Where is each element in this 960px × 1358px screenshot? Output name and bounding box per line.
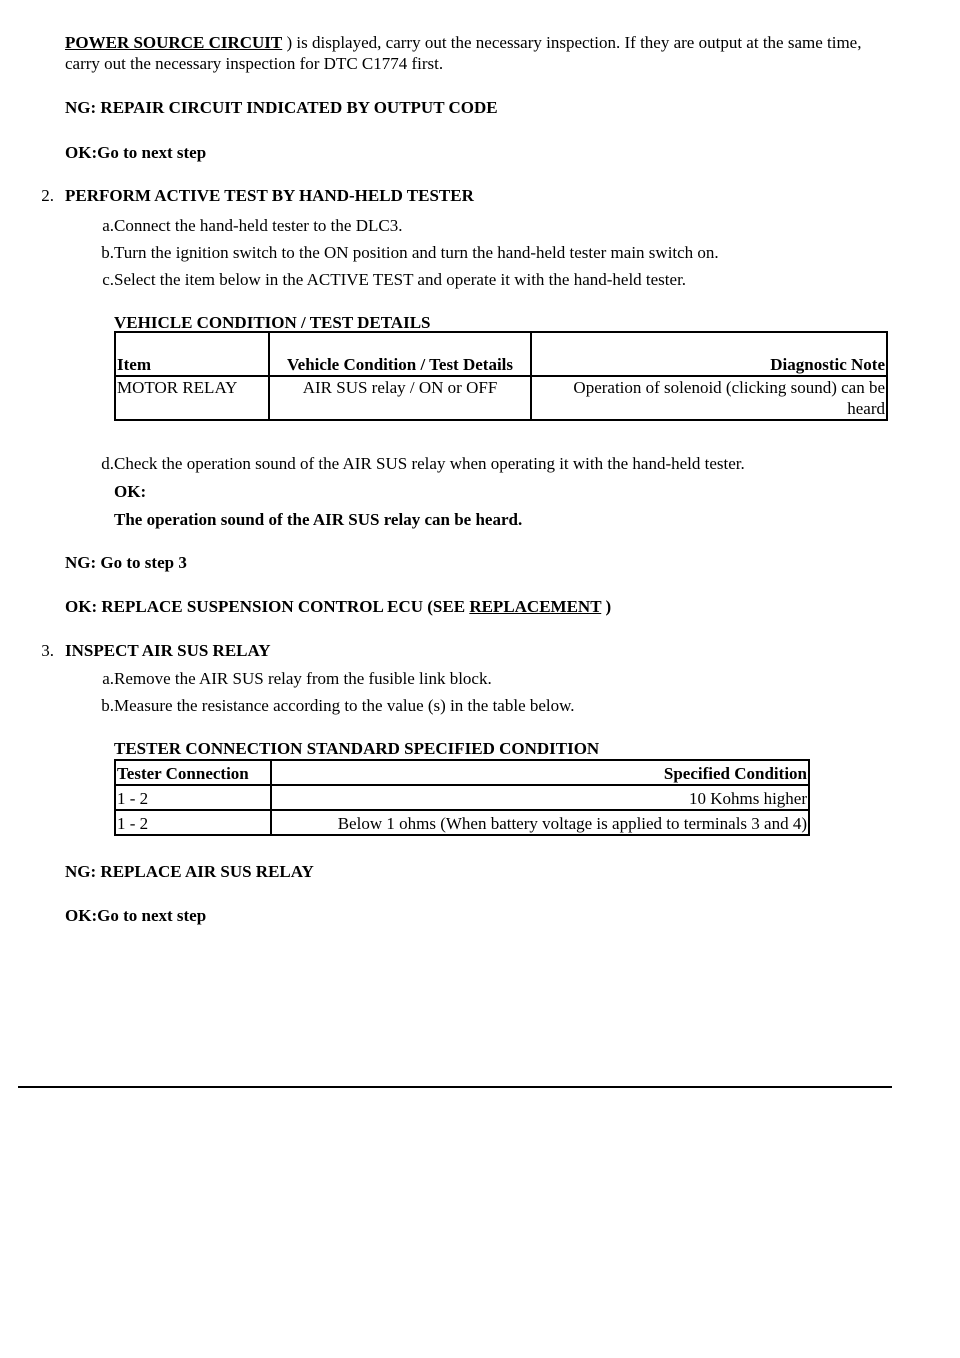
tester-connection-table-caption: TESTER CONNECTION STANDARD SPECIFIED CONDITION xyxy=(114,739,600,758)
intro-text: ) is displayed, carry out the necessary inspection. If they are output at the same time, carry out the necessary inspection for DTC C1774 first. xyxy=(65,33,862,73)
table-header-row xyxy=(115,760,809,785)
replacement-link[interactable]: REPLACEMENT xyxy=(469,597,602,616)
table-header-diagnostic-note: Diagnostic Note xyxy=(531,332,887,376)
step-2-ok-label: OK: xyxy=(114,482,147,501)
vehicle-condition-table xyxy=(114,331,888,421)
step-3-item-a-letter: a. xyxy=(102,669,114,688)
step-2-title: PERFORM ACTIVE TEST BY HAND-HELD TESTER xyxy=(65,186,474,205)
step-2-item-c-letter: c. xyxy=(102,270,114,289)
step-3-title: INSPECT AIR SUS RELAY xyxy=(65,641,271,660)
step-2-item-a-letter: a. xyxy=(102,216,114,235)
intro-paragraph xyxy=(65,32,895,74)
ok-next-step-3: OK:Go to next step xyxy=(65,906,207,925)
step-3-item-a: Remove the AIR SUS relay from the fusible link block. xyxy=(114,669,492,688)
table-header-tester-connection: Tester Connection xyxy=(115,760,271,785)
step-2-number: 2. xyxy=(41,186,54,205)
step-3-item-b: Measure the resistance according to the value (s) in the table below. xyxy=(114,696,575,715)
table-cell-connection: 1 - 2 xyxy=(115,810,271,835)
ng-go-to-step-3: NG: Go to step 3 xyxy=(65,553,187,572)
table-cell-connection: 1 - 2 xyxy=(115,785,271,810)
table-header-item: Item xyxy=(115,332,269,376)
step-3-number: 3. xyxy=(41,641,54,660)
step-2-ok-text: The operation sound of the AIR SUS relay can be heard. xyxy=(114,510,523,529)
ng-repair-circuit: NG: REPAIR CIRCUIT INDICATED BY OUTPUT CODE xyxy=(65,98,498,117)
table-row xyxy=(115,810,809,835)
vehicle-condition-table-caption: VEHICLE CONDITION / TEST DETAILS xyxy=(114,313,431,332)
step-3-item-b-letter: b. xyxy=(101,696,114,715)
table-cell-condition: 10 Kohms higher xyxy=(271,785,809,810)
step-2-item-b: Turn the ignition switch to the ON position and turn the hand-held tester main switch on. xyxy=(114,243,719,262)
table-header-specified-condition: Specified Condition xyxy=(271,760,809,785)
ok-replace-ecu-suffix: ) xyxy=(601,597,612,616)
ng-replace-relay: NG: REPLACE AIR SUS RELAY xyxy=(65,862,314,881)
table-header-row xyxy=(115,332,887,376)
step-2-item-a: Connect the hand-held tester to the DLC3. xyxy=(114,216,403,235)
ok-replace-ecu-prefix: OK: REPLACE SUSPENSION CONTROL ECU (SEE xyxy=(65,597,470,616)
table-cell-condition: Below 1 ohms (When battery voltage is applied to terminals 3 and 4) xyxy=(271,810,809,835)
ok-replace-ecu xyxy=(65,596,611,617)
tester-connection-table xyxy=(114,759,810,836)
table-row xyxy=(115,785,809,810)
step-2-item-c: Select the item below in the ACTIVE TEST and operate it with the hand-held tester. xyxy=(114,270,687,289)
table-row xyxy=(115,376,887,420)
table-cell-condition: AIR SUS relay / ON or OFF xyxy=(269,376,531,420)
step-2-item-d: Check the operation sound of the AIR SUS relay when operating it with the hand-held tester. xyxy=(114,454,745,473)
step-2-item-b-letter: b. xyxy=(101,243,114,262)
table-cell-diagnostic-note: Operation of solenoid (clicking sound) can be heard xyxy=(531,376,887,420)
power-source-circuit-link[interactable]: POWER SOURCE CIRCUIT xyxy=(65,33,283,52)
step-2-item-d-letter: d. xyxy=(101,454,114,473)
bottom-divider xyxy=(18,1086,892,1088)
table-cell-item: MOTOR RELAY xyxy=(115,376,269,420)
table-header-condition: Vehicle Condition / Test Details xyxy=(269,332,531,376)
ok-next-step-1: OK:Go to next step xyxy=(65,143,207,162)
